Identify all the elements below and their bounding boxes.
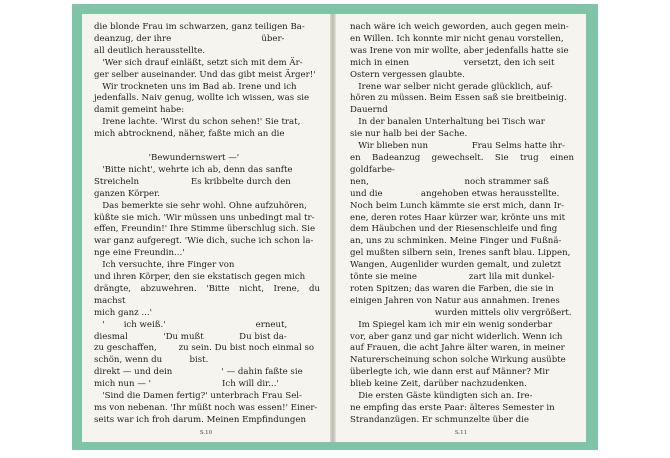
text-line: zu geschaffen, zu sein. Du bist noch einmal so xyxy=(94,343,315,354)
text-line: Wir trockneten uns im Bad ab. Irene und ich xyxy=(94,81,297,92)
text-line: an, uns zu schminken. Meine Finger und Fußnä- xyxy=(350,236,562,247)
text-line: gel mußten silbern sein, Irenes sanft blau. Lippen, xyxy=(350,248,571,259)
text-line: direkt — und dein ' — dahin faßte sie xyxy=(94,367,303,378)
left-page-text xyxy=(94,22,323,427)
text-line: effen, Freundin!' Ihre Stimme überschlug sich. Sie xyxy=(94,224,316,235)
text-line: Wangen, Augenlider wurden gemalt, und zuletzt xyxy=(350,260,562,271)
right-page-number: S.11 xyxy=(454,430,468,436)
text-line: tönte sie meine zart lila mit dunkel- xyxy=(350,272,555,283)
text-line: schön, wenn du bist. xyxy=(94,355,209,366)
text-line: Naturerscheinung schon solche Wirkung ausübte xyxy=(350,355,566,366)
text-line: nach wäre ich weich geworden, auch gegen mein- xyxy=(350,22,569,32)
text-line: Ostern vergessen glaubte. xyxy=(350,69,465,80)
text-line: auf Frauen, die acht Jahre älter waren, in meiner xyxy=(350,343,565,354)
text-line: mich abtrocknend, näher, faßte mich an die xyxy=(94,129,285,140)
text-line: nge eine Freundin...' xyxy=(94,248,185,259)
text-line: und ihren Körper, den sie ekstatisch gegen mich xyxy=(94,272,306,283)
text-line: jedenfalls. Naiv genug, wollte ich wissen, was sie xyxy=(94,93,310,104)
text-line: Ich versuchte, ihre Finger von xyxy=(94,260,235,271)
left-page-number: S.10 xyxy=(199,430,213,436)
text-line: diesmal 'Du mußt Du bist da- xyxy=(94,331,287,342)
text-line: überlegte ich, wie dann erst auf Männer? Mir xyxy=(350,367,550,378)
text-line: die blonde Frau im schwarzen, ganz teiligen Ba- xyxy=(94,22,305,32)
text-line: ene, deren rotes Haar kürzer war, krönte uns mit xyxy=(350,212,566,223)
right-page xyxy=(336,14,586,442)
text-line: hören zu müssen. Beim Essen saß sie breitbeinig. xyxy=(350,93,567,104)
text-line: In der banalen Unterhaltung bei Tisch war xyxy=(350,117,545,128)
text-line: Wir blieben nun Frau Selms hatte ihr- xyxy=(350,141,565,152)
text-line: en Badeanzug gewechselt. Sie trug einen goldfarbe- xyxy=(350,152,577,175)
text-line: Irene lachte. 'Wirst du schon sehen!' Sie trat, xyxy=(94,117,301,128)
text-line: 'Wer sich drauf einläßt, setzt sich mit dem Är- xyxy=(94,57,303,68)
text-line: Im Spiegel kam ich mir ein wenig sonderbar xyxy=(350,319,553,330)
text-line: all deutlich herausstellte. xyxy=(94,45,206,56)
text-line: sie nur halb bei der Sache. xyxy=(350,129,468,140)
text-line: mich nun — ' Ich will dir...' xyxy=(94,379,279,390)
text-line: seits war ich froh darum. Meinen Empfindungen xyxy=(94,414,306,425)
left-page xyxy=(82,14,330,442)
text-line: Irene war selber nicht gerade glücklich, auf- xyxy=(350,81,553,92)
text-line: dem Häubchen und der Riesenschleife und fing xyxy=(350,224,558,235)
text-line: blieb keine Zeit, darüber nachzudenken. xyxy=(350,379,527,390)
text-line: Das bemerkte sie sehr wohl. Ohne aufzuhören, xyxy=(94,200,307,211)
text-line: ms von nebenan. 'Ihr müßt noch was essen!' Einer- xyxy=(94,403,318,413)
text-line: Noch beim Lunch kämmte sie erst mich, dann Ir- xyxy=(350,200,565,211)
text-line: 'Bewundernswert —' xyxy=(94,152,240,163)
text-line: damit gemeint habe: xyxy=(94,105,185,116)
text-line: drängte, abzuwehren. 'Bitte nicht, Irene, du machst xyxy=(94,283,323,306)
text-line: küßte sie mich. 'Wir müssen uns unbedingt mal tr- xyxy=(94,212,315,223)
text-line: ganzen Körper. xyxy=(94,188,160,199)
text-line xyxy=(94,141,320,153)
text-line: einigen Jahren von Natur aus annahmen. Irenes xyxy=(350,295,560,306)
right-page-text xyxy=(350,22,577,427)
text-line: ger selber auseinander. Und das gibt meist Ärger!' xyxy=(94,69,316,80)
text-line: was Irene von mir wollte, aber jedenfalls hatte sie xyxy=(350,45,569,56)
text-line: ' ich weiß.' erneut, xyxy=(94,319,288,330)
text-line: vor, aber ganz und gar nicht widerlich. Wenn ich xyxy=(350,331,563,342)
text-line: war ganz aufgeregt. 'Wie dich, suche ich schon la- xyxy=(94,236,314,247)
text-line: en Willen. Ich konnte mir nicht genau vorstellen, xyxy=(350,33,564,44)
text-line: deanzug, der ihre über- xyxy=(94,33,285,44)
text-line: Die ersten Gäste kündigten sich an. Ire- xyxy=(350,391,533,402)
text-line: Streicheln Es kribbelte durch den xyxy=(94,176,291,187)
text-line: 'Sind die Damen fertig?' unterbrach Frau Sel- xyxy=(94,391,302,402)
text-line: Dauernd xyxy=(350,105,388,116)
text-line: und die angehoben etwas herausstellte. xyxy=(350,188,560,199)
text-line: mich ganz ...' xyxy=(94,307,152,318)
text-line: roten Spitzen; das waren die Farben, die sie in xyxy=(350,283,554,294)
text-line: wurden mittels oliv vergrößert. xyxy=(350,307,572,318)
text-line: ne empfing das erste Paar: älteres Semester in xyxy=(350,403,555,413)
text-line: mich in einen versetzt, den ich seit xyxy=(350,57,555,68)
text-line: nen, noch strammer saß xyxy=(350,176,549,187)
text-line: Strandanzügen. Er schmunzelte über die xyxy=(350,414,529,425)
text-line: 'Bitte nicht', wehrte ich ab, denn das sanfte xyxy=(94,164,293,175)
